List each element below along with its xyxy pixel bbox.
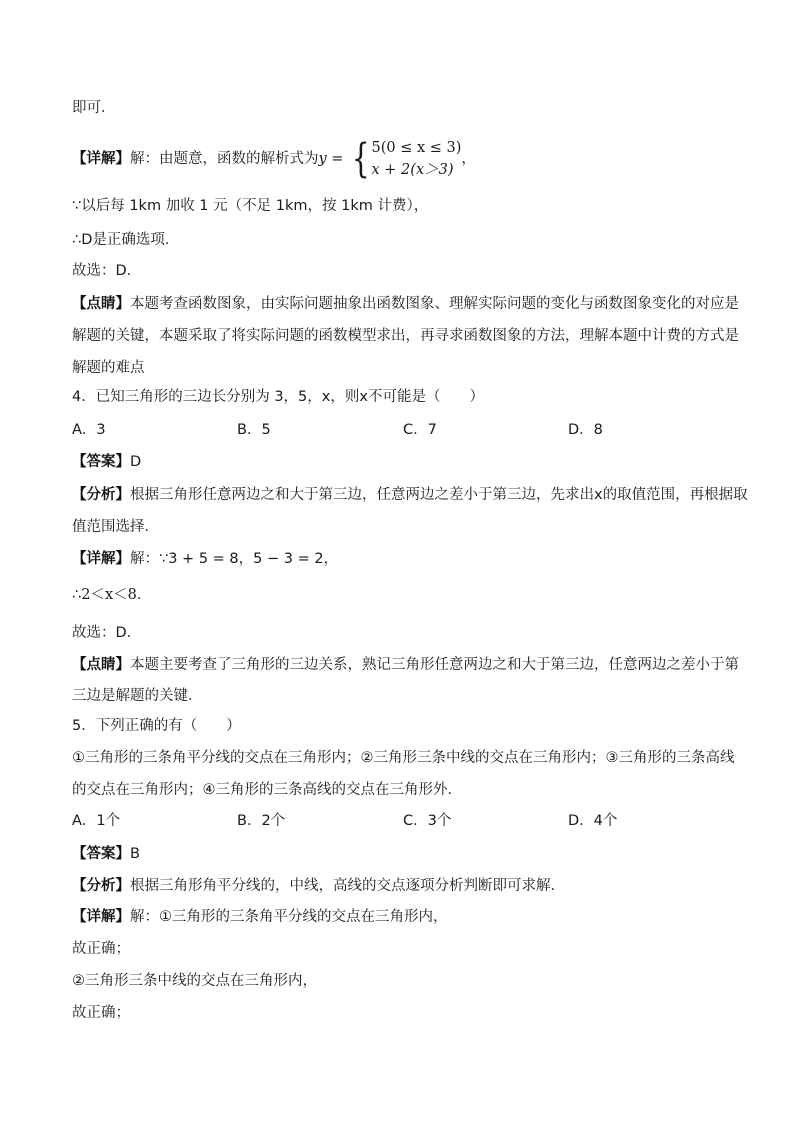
q5-option-d: D．4个	[568, 813, 618, 829]
q4-inequality	[72, 585, 151, 605]
detail-tag: 【详解】	[72, 151, 130, 167]
detail-tag: 【详解】	[72, 909, 130, 925]
text-line: 故选：D．	[72, 263, 142, 279]
text-line: 故选：D．	[72, 625, 142, 641]
text-line: 故正确；	[72, 941, 130, 957]
question-4: 4．已知三角形的三边长分别为 3，5，x，则x不可能是（ ）	[72, 389, 484, 405]
detail-tag: 【详解】	[72, 551, 130, 567]
analysis-tag: 【分析】	[72, 878, 130, 894]
text-line: 故正确；	[72, 1005, 130, 1021]
therefore-symbol: ∴	[72, 587, 82, 603]
text-line: 值范围选择．	[72, 519, 159, 535]
case-1: 5(0 ≤ x ≤ 3)	[371, 140, 462, 156]
answer-tag: 【答案】	[72, 454, 130, 470]
question-5: 5．下列正确的有（ ）	[72, 718, 241, 734]
q5-answer	[72, 844, 140, 864]
answer-value: D	[130, 454, 142, 470]
q5-option-c: C．3个	[403, 813, 452, 829]
text-line: ②三角形三条中线的交点在三角形内，	[72, 973, 317, 989]
analysis-tag: 【分析】	[72, 487, 130, 503]
q4-option-c: C．7	[403, 422, 437, 438]
comma: ，	[461, 151, 476, 167]
brace-symbol: {	[351, 136, 370, 182]
analysis-text: 根据三角形任意两边之和大于第三边，任意两边之差小于第三边，先求出x的取值范围，再根据取	[130, 487, 748, 503]
text-line: ①三角形的三条角平分线的交点在三角形内；②三角形三条中线的交点在三角形内；③三角形的三条高线	[72, 750, 735, 766]
q4-option-a: A．3	[72, 422, 106, 438]
q4-answer	[72, 452, 141, 472]
math-y: y =	[318, 151, 344, 167]
comment-line	[72, 294, 739, 314]
detail-text: 解：∵3 + 5 = 8，5 − 3 = 2，	[130, 551, 339, 567]
detail-text: 解：由题意，函数的解析式为	[130, 151, 319, 167]
q4-comment	[72, 655, 739, 675]
text-line: ∴D是正确选项．	[72, 232, 180, 248]
text-line: 即可．	[72, 100, 116, 116]
text-line: ∵以后每 1km 加收 1 元（不足 1km，按 1km 计费），	[72, 198, 429, 214]
q4-detail	[72, 549, 338, 569]
detail-line	[72, 134, 476, 184]
text-line: 三边是解题的关键．	[72, 688, 203, 704]
detail-text: 解：①三角形的三条角平分线的交点在三角形内，	[130, 909, 448, 925]
q4-analysis	[72, 485, 748, 505]
piecewise-cases	[372, 137, 462, 181]
text-line: 解题的关键，本题采取了将实际问题的函数模型求出，再寻求函数图象的方法，理解本题中计费的方式是	[72, 328, 739, 344]
comment-text: 本题考查函数图象，由实际问题抽象出函数图象、理解实际问题的变化与函数图象变化的对应是	[130, 296, 739, 312]
comment-tag: 【点睛】	[72, 296, 130, 312]
answer-value: B	[130, 846, 140, 862]
analysis-text: 根据三角形角平分线的，中线，高线的交点逐项分析判断即可求解．	[130, 878, 565, 894]
q5-detail	[72, 907, 448, 927]
q4-option-d: D．8	[568, 422, 603, 438]
inequality: 2＜x＜8．	[81, 587, 152, 603]
answer-tag: 【答案】	[72, 846, 130, 862]
q4-option-b: B．5	[237, 422, 271, 438]
q5-option-a: A．1个	[72, 813, 121, 829]
q5-option-b: B．2个	[237, 813, 286, 829]
q5-analysis	[72, 876, 565, 896]
comment-tag: 【点睛】	[72, 657, 130, 673]
text-line: 解题的难点	[72, 360, 145, 376]
comment-text: 本题主要考查了三角形的三边关系，熟记三角形任意两边之和大于第三边，任意两边之差小于第	[130, 657, 739, 673]
case-2: x + 2(x＞3)	[371, 162, 454, 178]
text-line: 的交点在三角形内；④三角形的三条高线的交点在三角形外．	[72, 782, 462, 798]
